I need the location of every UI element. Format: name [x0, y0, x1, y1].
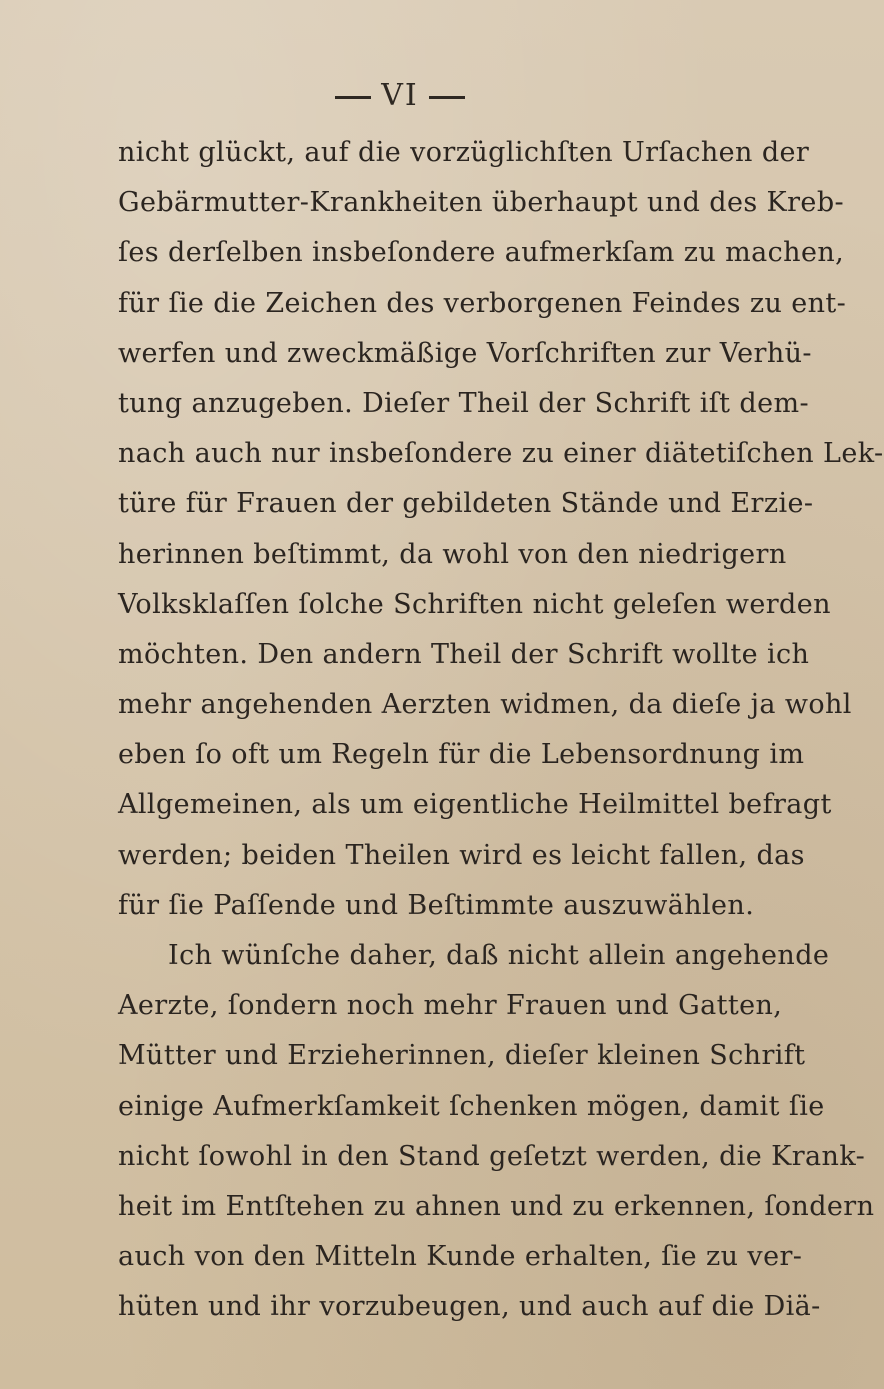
text-line: Allgemeinen, als um eigentliche Heilmittel befragt [118, 789, 832, 821]
text-line: einige Aufmerkſamkeit ſchenken mögen, damit ſie [118, 1090, 825, 1122]
text-line-paragraph-end: für ſie Paſſende und Beſtimmte auszuwählen. [118, 889, 755, 921]
text-line: Gebärmutter-Krankheiten überhaupt und des Kreb- [118, 187, 845, 219]
text-line: tung anzugeben. Dieſer Theil der Schrift iſt dem- [118, 387, 810, 419]
text-line: auch von den Mitteln Kunde erhalten, ſie zu ver- [118, 1241, 803, 1273]
text-line: möchten. Den andern Theil der Schrift wollte ich [118, 638, 810, 670]
text-line: hüten und ihr vorzubeugen, und auch auf die Diä- [118, 1291, 821, 1323]
text-line: türe für Frauen der gebildeten Stände und Erzie- [118, 488, 814, 520]
text-line: nicht ſowohl in den Stand geſetzt werden, die Krank- [118, 1140, 866, 1172]
text-line: werfen und zweckmäßige Vorſchriften zur Verhü- [118, 337, 812, 369]
text-line: Mütter und Erzieherinnen, dieſer kleinen Schrift [118, 1040, 806, 1072]
header-dash-right [429, 96, 465, 99]
text-line: für ſie die Zeichen des verborgenen Feindes zu ent- [118, 287, 847, 319]
text-line: mehr angehenden Aerzten widmen, da dieſe ja wohl [118, 689, 852, 721]
body-text [118, 128, 884, 1333]
text-line: nicht glückt, auf die vorzüglichſten Urſachen der [118, 137, 810, 168]
text-line: ſes derſelben insbeſondere aufmerkſam zu machen, [118, 237, 845, 269]
text-line-paragraph-start: Ich wünſche daher, daß nicht allein angehende [168, 940, 830, 971]
page-header [0, 78, 800, 113]
text-line: Aerzte, ſondern noch mehr Frauen und Gatten, [118, 990, 783, 1022]
text-line: heit im Entſtehen zu ahnen und zu erkennen, ſondern [118, 1190, 875, 1222]
text-line: eben ſo oft um Regeln für die Lebensordnung im [118, 739, 805, 771]
text-line: herinnen beſtimmt, da wohl von den niedrigern [118, 538, 787, 570]
text-line: Volksklaſſen ſolche Schriften nicht geleſen werden [118, 588, 831, 620]
text-line: werden; beiden Theilen wird es leicht fallen, das [118, 839, 805, 871]
header-dash-left [335, 96, 371, 99]
page-number: VI [381, 78, 419, 113]
text-line: nach auch nur insbeſondere zu einer diätetiſchen Lek- [118, 438, 884, 470]
